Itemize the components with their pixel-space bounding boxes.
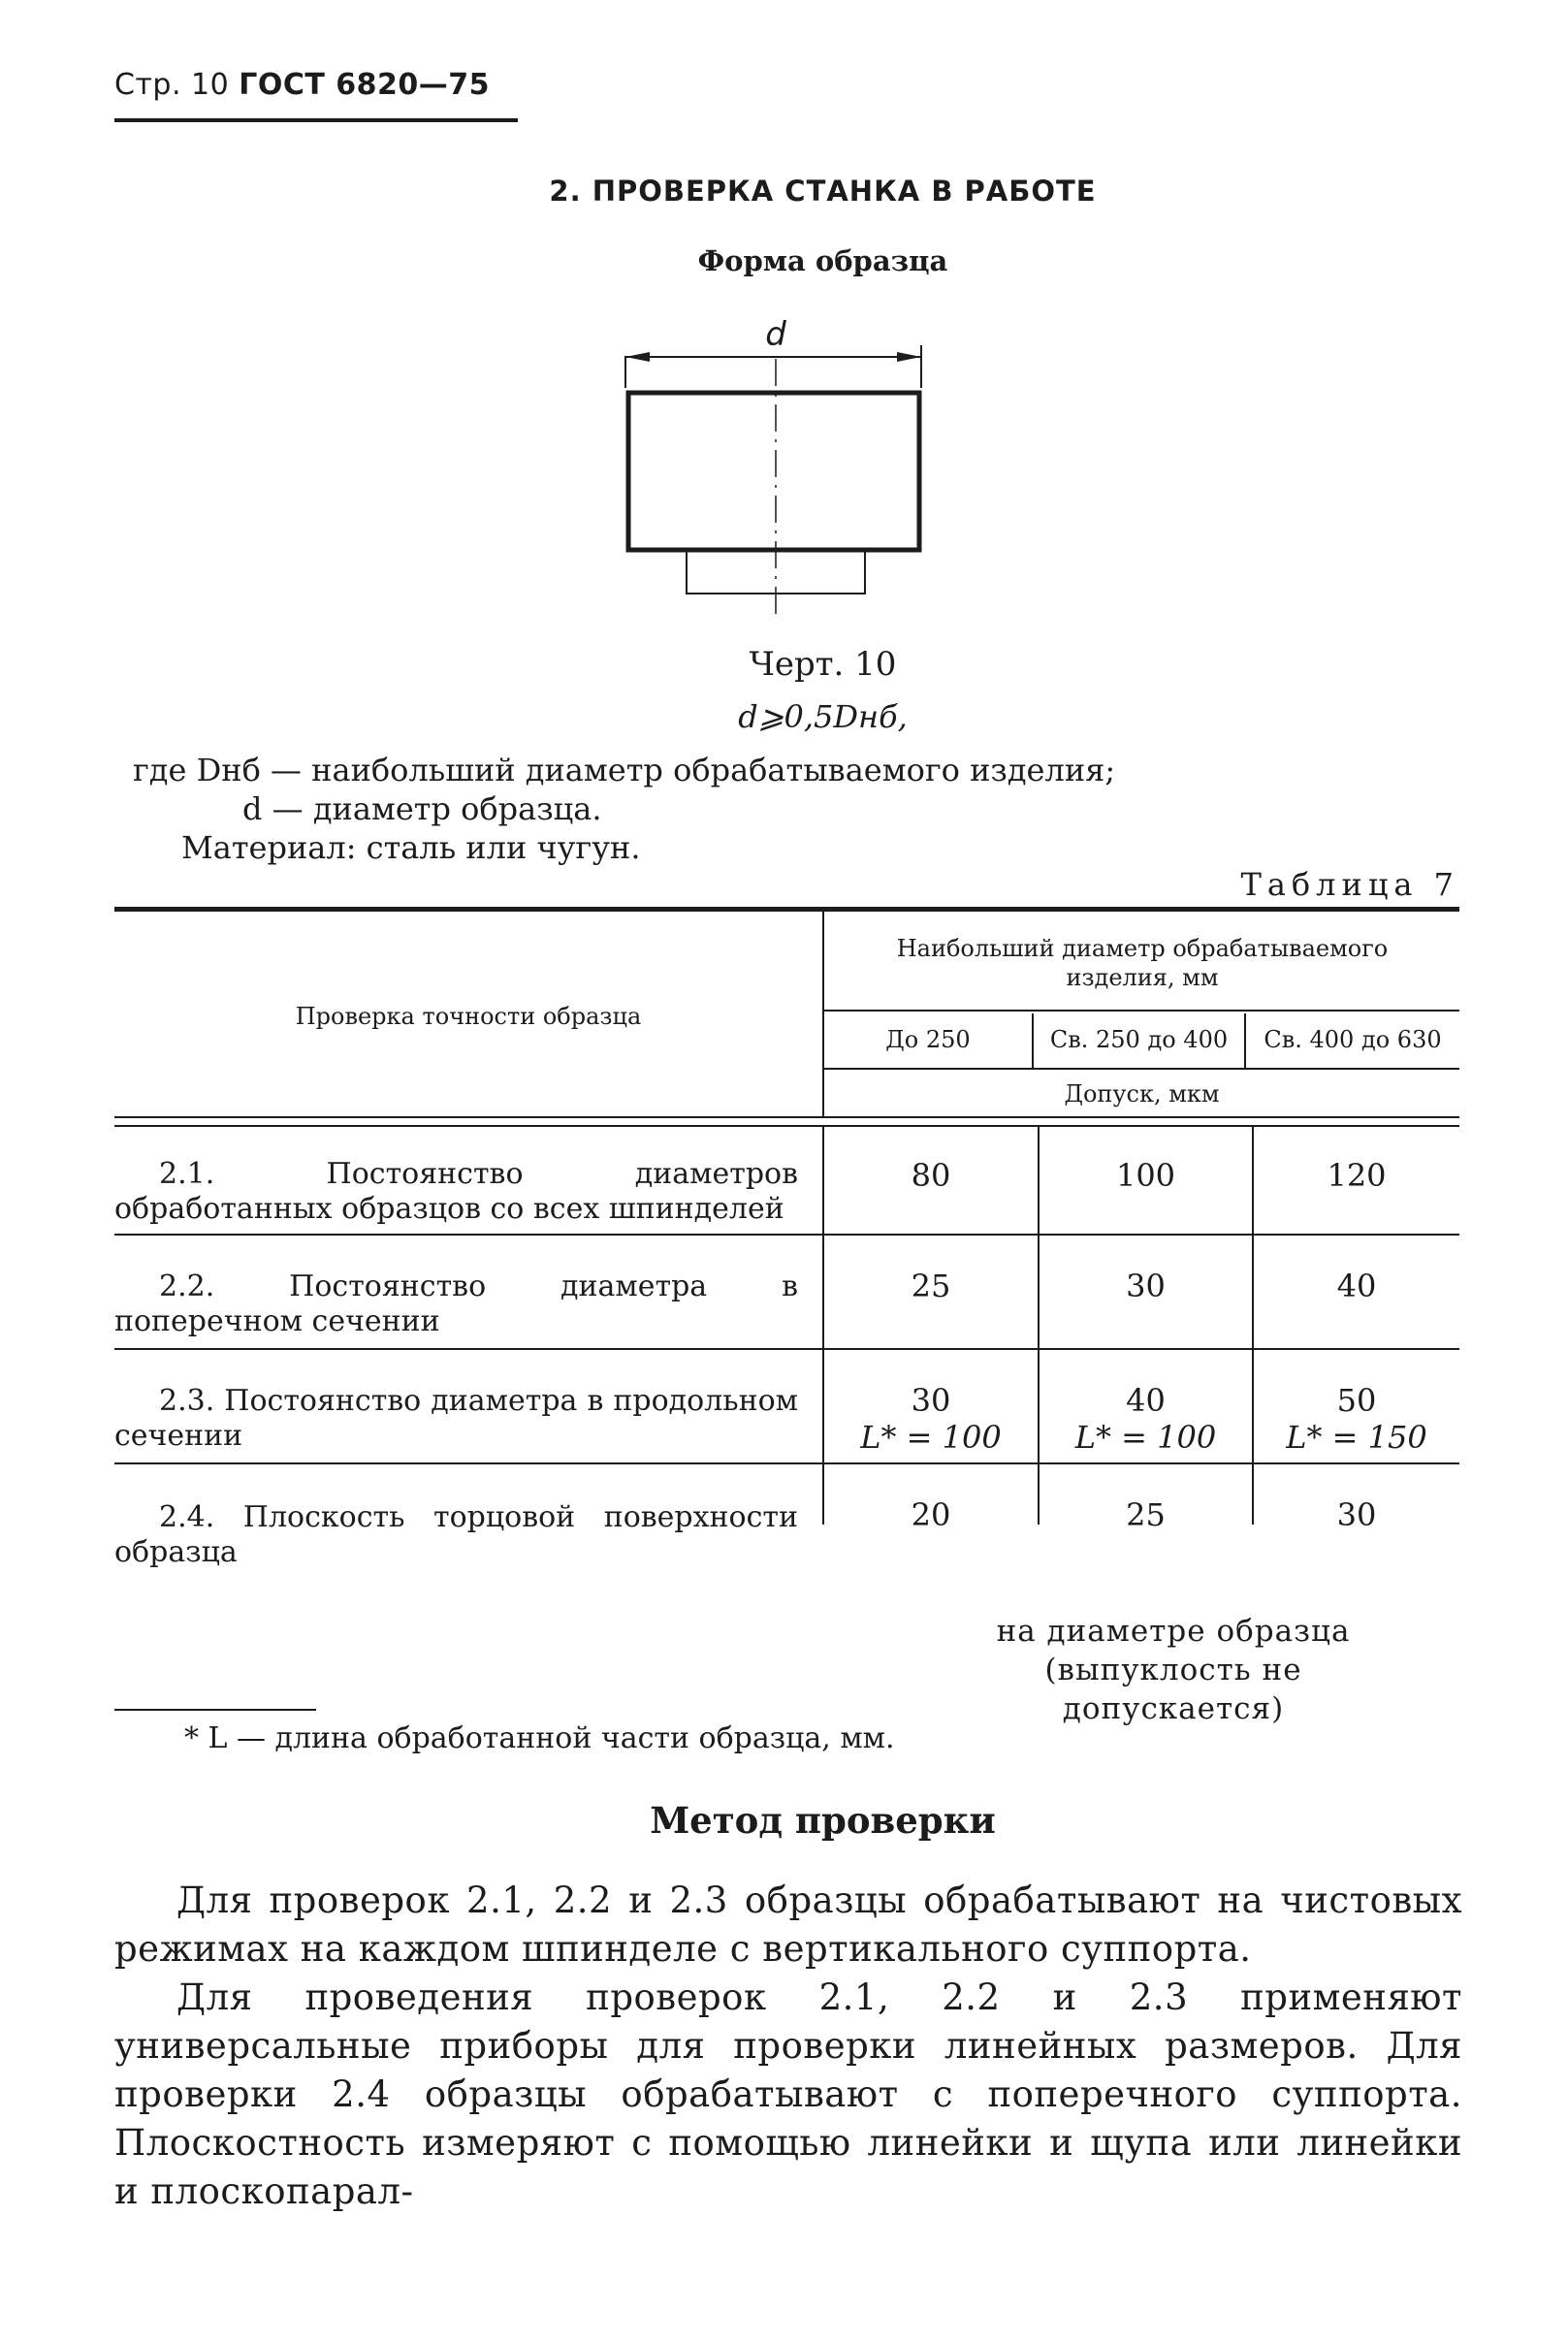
footnote: * L — длина обработанной части образца, мм. xyxy=(184,1721,895,1755)
header-diameter-group: Наибольший диаметр обрабатываемого изделия, мм xyxy=(896,935,1389,991)
row-2-1-value-2: 100 xyxy=(1115,1157,1176,1194)
header-range-1: До 250 xyxy=(885,1026,971,1053)
row-label-2-1: 2.1. Постоянство диаметров обработанных образцов со всех шпинделей xyxy=(114,1157,798,1226)
dimension-label: d xyxy=(765,315,786,354)
standard-number: ГОСТ 6820—75 xyxy=(239,68,491,102)
row-2-2-value-2: 30 xyxy=(1126,1268,1166,1304)
header-rule xyxy=(114,118,518,122)
paragraph-1: Для проверок 2.1, 2.2 и 2.3 образцы обрабатывают на чистовых режимах на каждом шпинделе с вертикального суппорта. xyxy=(114,1879,1462,1970)
footnote-rule xyxy=(114,1709,316,1711)
row-2-3-subvalue-2: L* = 100 xyxy=(1074,1419,1217,1456)
table-label: Таблица 7 xyxy=(1240,866,1459,903)
legend-material: Материал: сталь или чугун. xyxy=(181,829,641,866)
row-2-4-value-2: 25 xyxy=(1126,1496,1166,1533)
row-2-3-value-2: 40 xyxy=(1126,1382,1166,1419)
method-title: Метод проверки xyxy=(650,1799,996,1842)
row-label-2-4: 2.4. Плоскость торцовой поверхности образца xyxy=(114,1500,798,1569)
row-2-1-value-3: 120 xyxy=(1327,1157,1387,1194)
figure-caption: Черт. 10 xyxy=(749,645,897,684)
row-2-3-value-1: 30 xyxy=(911,1382,951,1419)
page-header xyxy=(114,68,490,102)
table-note: на диаметре образца (выпуклость не допускается) xyxy=(996,1614,1351,1726)
header-range-2: Св. 250 до 400 xyxy=(1049,1026,1229,1053)
row-label-2-3: 2.3. Постоянство диаметра в продольном сечении xyxy=(114,1384,798,1453)
section-title: 2. ПРОВЕРКА СТАНКА В РАБОТЕ xyxy=(549,175,1097,208)
row-2-4-value-3: 30 xyxy=(1336,1496,1377,1533)
formula: d⩾0,5Dнб, xyxy=(738,698,908,735)
legend-where: где Dнб — наибольший диаметр обрабатываемого изделия; xyxy=(133,752,1116,788)
paragraph-2: Для проведения проверок 2.1, 2.2 и 2.3 применяют универсальные приборы для проверки линейных размеров. Для проверки 2.4 образцы обрабатывают с поперечного суппорта. Плоскостность измеряют с помощью линейки и щупа или линейки и плоскопарал- xyxy=(114,1976,1462,2212)
tolerance-table xyxy=(114,907,1459,1586)
row-2-4-value-1: 20 xyxy=(911,1496,951,1533)
header-tolerance: Допуск, мкм xyxy=(1064,1080,1220,1108)
sample-drawing xyxy=(601,310,931,621)
row-label-2-2: 2.2. Постоянство диаметра в поперечном сечении xyxy=(114,1269,798,1338)
header-check: Проверка точности образца xyxy=(295,1003,642,1030)
row-2-3-subvalue-3: L* = 150 xyxy=(1286,1419,1427,1456)
row-2-1-value-1: 80 xyxy=(911,1157,951,1194)
row-2-2-value-1: 25 xyxy=(911,1268,951,1304)
row-2-2-value-3: 40 xyxy=(1336,1268,1377,1304)
row-2-3-value-3: 50 xyxy=(1336,1382,1377,1419)
legend-d: d — диаметр образца. xyxy=(242,790,602,827)
row-2-3-subvalue-1: L* = 100 xyxy=(860,1419,1002,1456)
form-title: Форма образца xyxy=(697,244,948,277)
header-range-3: Св. 400 до 630 xyxy=(1264,1026,1442,1053)
page-number: Стр. 10 xyxy=(114,68,230,102)
